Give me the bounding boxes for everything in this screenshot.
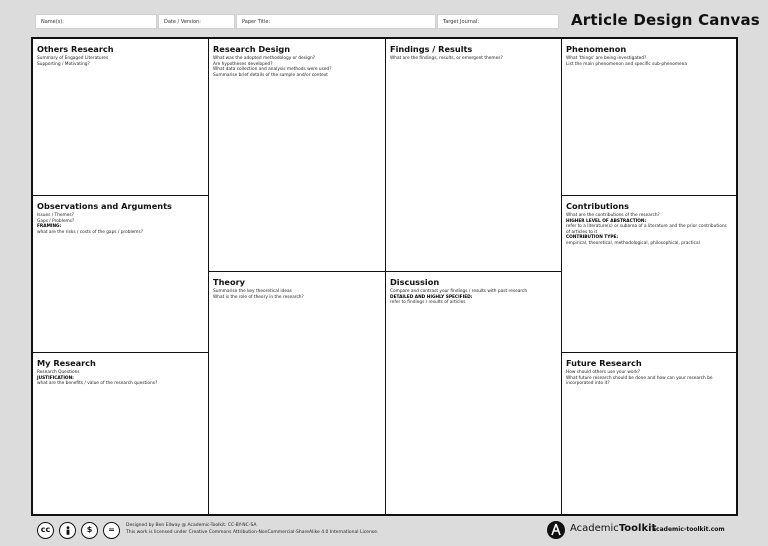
future-research-title: Future Research [566, 358, 642, 368]
page-title: Article Design Canvas [571, 11, 760, 29]
my-research-line: what are the benefits / value of the research questions? [37, 381, 158, 387]
canvas-grid [31, 37, 738, 516]
research-design-line: What data collection and analysis methods were used? [213, 67, 332, 73]
research-design-line: Are hypotheses developed? [213, 61, 273, 67]
noncommercial-icon: $ [81, 522, 98, 539]
paper-title-field[interactable]: Paper Title: [236, 14, 436, 29]
contributions-line: empirical, theoretical, methodological, philosophical, practical [566, 240, 700, 246]
observations-line: Issues / Themes? [37, 213, 74, 218]
discussion-section [386, 272, 561, 514]
phenomenon-line: What 'things' are being investigated? [566, 56, 647, 61]
future-research-line: What future research should be done and how can your research be incorporated into it? [566, 375, 713, 387]
findings-title: Findings / Results [390, 44, 473, 54]
name-field[interactable]: Name(s): [35, 14, 157, 29]
future-research-line: How should others use your work? [566, 370, 641, 375]
observations-title: Observations and Arguments [37, 201, 172, 211]
phenomenon-line: List the main phenomenon and specific sub-phenomena [566, 61, 688, 67]
contributions-line: refer to a literature(s) or subarea of a literature and the prior contributions of articles to it [566, 224, 727, 235]
contributions-abstraction-label: HIGHER LEVEL OF ABSTRACTION: [566, 218, 647, 224]
findings-line: What are the findings, results, or emergent themes? [390, 56, 503, 61]
brand-regular: Academic [570, 523, 619, 534]
research-design-line: What was the adopted methodology or design? [213, 56, 315, 61]
my-research-title: My Research [37, 358, 96, 368]
website-link[interactable]: academic-toolkit.com [652, 526, 725, 533]
theory-section [209, 272, 385, 514]
license-line[interactable]: This work is licensed under Creative Commons Attribution-NonCommercial-ShareAlike 4.0 International License. [126, 529, 379, 535]
contributions-type-label: CONTRIBUTION TYPE: [566, 235, 619, 241]
phenomenon-title: Phenomenon [566, 44, 627, 54]
target-journal-field[interactable]: Target Journal: [437, 14, 559, 29]
brand-bold: Toolkit [618, 523, 657, 534]
others-research-line: Supporting / Motivating? [37, 61, 90, 67]
research-design-section [209, 39, 385, 271]
future-research-section [562, 353, 736, 514]
findings-section [386, 39, 561, 271]
phenomenon-section [562, 39, 736, 195]
credit-line: Designed by Ben Ellway @ Academic-Toolkit. CC-BY-NC-SA [126, 523, 257, 528]
theory-title: Theory [213, 277, 245, 287]
cc-icon: cc [37, 522, 54, 539]
observations-line: what are the risks / costs of the gaps / problems? [37, 229, 144, 235]
contributions-title: Contributions [566, 201, 629, 211]
brand-name [570, 523, 656, 534]
theory-line: Summarise the key theoretical ideas [213, 289, 292, 294]
license-credit [126, 523, 378, 536]
attribution-icon [59, 522, 76, 539]
my-research-line: Research Questions [37, 370, 80, 375]
date-version-field[interactable]: Date / Version: [158, 14, 235, 29]
discussion-detail-label: DETAILED AND HIGHLY SPECIFIED: [390, 294, 473, 300]
observations-section [33, 196, 208, 352]
observations-framing-label: FRAMING: [37, 224, 62, 230]
sharealike-icon: = [103, 522, 120, 539]
my-research-justification-label: JUSTIFICATION: [37, 375, 74, 381]
others-research-section [33, 39, 208, 195]
discussion-line: Compare and contrast your findings / results with past research [390, 289, 528, 294]
research-design-line: Summarise brief details of the sample and/or context [213, 72, 328, 78]
discussion-title: Discussion [390, 277, 440, 287]
others-research-line: Summary of Engaged Literatures [37, 56, 109, 61]
contributions-section [562, 196, 736, 352]
contributions-line: What are the contributions of the research? [566, 213, 660, 218]
others-research-title: Others Research [37, 44, 114, 54]
observations-line: Gaps / Problems? [37, 218, 75, 224]
theory-line: What is the role of theory in the research? [213, 294, 304, 300]
my-research-section [33, 353, 208, 514]
academic-toolkit-logo-icon [547, 521, 565, 539]
discussion-line: refer to findings / results of articles [390, 300, 466, 306]
research-design-title: Research Design [213, 44, 291, 54]
